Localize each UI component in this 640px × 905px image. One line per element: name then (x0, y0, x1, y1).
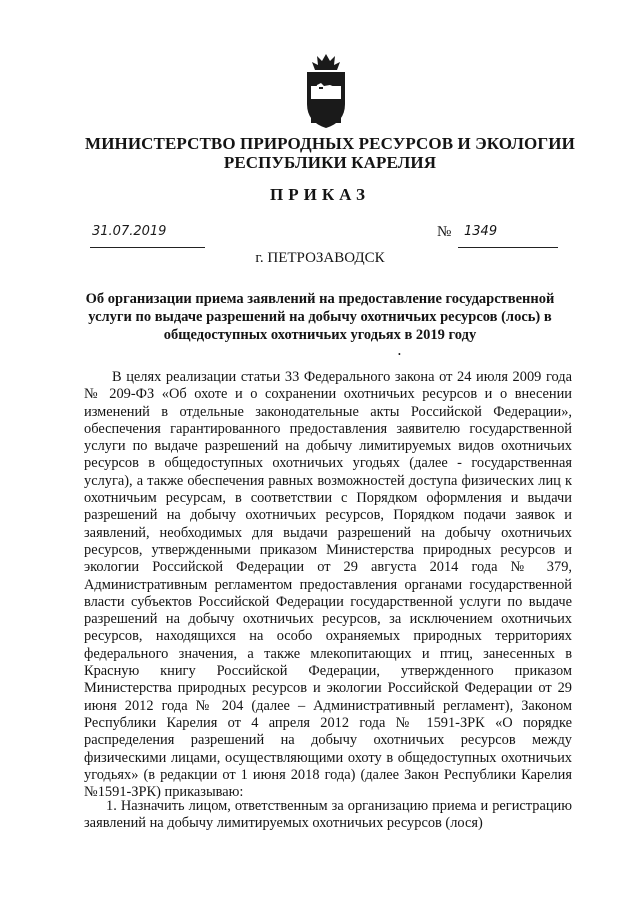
number-sign: № (437, 224, 452, 240)
document-type: ПРИКАЗ (270, 185, 370, 204)
ministry-title (60, 134, 600, 172)
document-subject (70, 290, 570, 344)
coat-of-arms-emblem (302, 52, 350, 130)
ministry-line-1: МИНИСТЕРСТВО ПРИРОДНЫХ РЕСУРСОВ И ЭКОЛОГИИ (85, 134, 575, 153)
subject-line-3: общедоступных охотничьих угодьях в 2019 году (163, 327, 477, 343)
preamble-paragraph: В целях реализации статьи 33 Федерального закона от 24 июля 2009 года № 209-ФЗ «Об охоте и о сохранении охотничьих ресурсов и о внесении изменений в отдельные законодательные акты Российской Федерации», обеспечения гарантированного предоставления заявителю государственной услуги по выдаче разрешений на добычу лимитируемых видов охотничьих ресурсов в общедоступных охотничьих угодьях (далее - государственная услуга), а также обеспечения равных возможностей доступа физических лиц к охотничьим ресурсам, в соответствии с Порядком оформления и выдачи разрешений на добычу охотничьих ресурсов, Порядком подачи заявок и заявлений, необходимых для выдачи разрешений на добычу охотничьих ресурсов, утвержденными приказом Министерства природных ресурсов и экологии Российской Федерации от 29 августа 2014 года № 379, Административным регламентом предоставления органами государственной власти субъектов Российской Федерации государственной услуги по выдаче разрешений на добычу охотничьих ресурсов, за исключением охотничьих ресурсов, находящихся на особо охраняемых природных территориях федерального значения, а также млекопитающих и птиц, занесенных в Красную книгу Российской Федерации, утвержденного приказом Министерства природных ресурсов и экологии Российской Федерации от 29 июня 2012 года № 204 (далее – Административный регламент), Законом Республики Карелия от 4 апреля 2012 года № 1591-ЗРК «О порядке распределения разрешений на добычу охотничьих ресурсов между физическими лицами, осуществляющими охоту в общедоступных охотничьих угодьях» (в редакции от 1 июня 2018 года) (далее Закон Республики Карелия №1591-ЗРК) приказываю: (84, 369, 572, 801)
stray-mark: • (398, 350, 401, 359)
date-value: 31.07.2019 (92, 224, 167, 239)
item-1-paragraph: 1. Назначить лицом, ответственным за организацию приема и регистрацию заявлений на добычу лимитируемых охотничьих ресурсов (лося) (84, 798, 572, 832)
date-field (90, 224, 205, 248)
subject-line-1: Об организации приема заявлений на предоставление государственной (85, 291, 555, 307)
city: г. ПЕТРОЗАВОДСК (255, 250, 385, 266)
number-value: 1349 (464, 224, 498, 239)
number-field (458, 224, 558, 248)
subject-line-2: услуги по выдаче разрешений на добычу охотничьих ресурсов (лось) в (88, 309, 552, 325)
ministry-line-2: РЕСПУБЛИКИ КАРЕЛИЯ (223, 153, 437, 172)
